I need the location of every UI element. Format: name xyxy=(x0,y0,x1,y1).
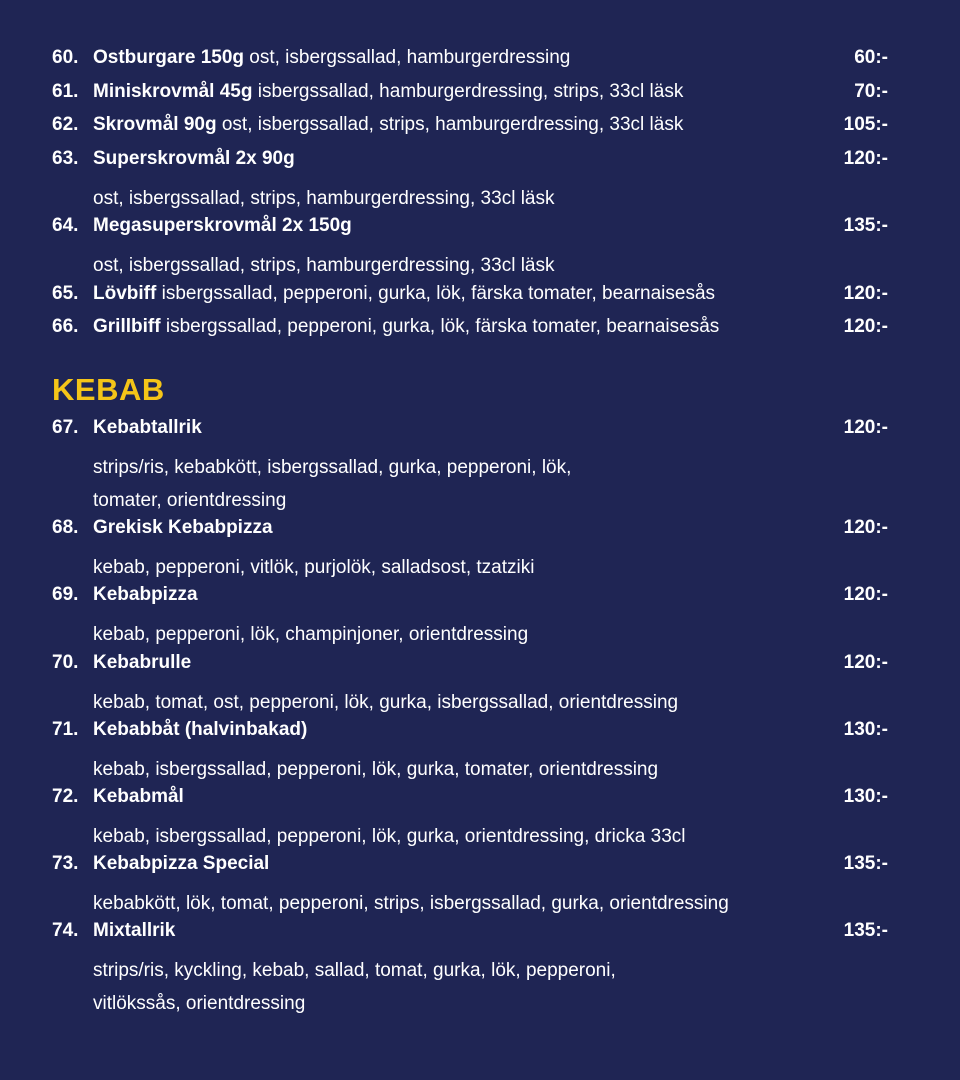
menu-item-header xyxy=(52,517,888,539)
item-number: 62. xyxy=(52,114,79,135)
menu-item-header xyxy=(52,47,888,69)
item-number: 60. xyxy=(52,47,79,68)
menu-item xyxy=(52,114,888,136)
menu-item-header xyxy=(52,114,888,136)
item-name: Kebabrulle xyxy=(93,652,192,673)
item-price: 120:- xyxy=(843,652,888,673)
menu-item xyxy=(52,215,888,282)
item-price: 105:- xyxy=(843,114,888,135)
item-description xyxy=(52,618,888,651)
item-name: Kebabtallrik xyxy=(93,417,202,438)
menu-item xyxy=(52,584,888,651)
menu-item xyxy=(52,47,888,69)
item-description-line: ost, isbergssallad, strips, hamburgerdressing, 33cl läsk xyxy=(93,255,555,276)
item-number: 61. xyxy=(52,81,79,102)
item-description-line: kebab, pepperoni, vitlök, purjolök, salladsost, tzatziki xyxy=(93,557,535,578)
menu-item xyxy=(52,920,888,1020)
item-number: 68. xyxy=(52,517,79,538)
item-name: Lövbiff xyxy=(93,283,157,304)
item-description-line: kebab, isbergssallad, pepperoni, lök, gurka, orientdressing, dricka 33cl xyxy=(93,826,686,847)
item-description-line: tomater, orientdressing xyxy=(93,490,287,511)
item-ingredients: isbergssallad, hamburgerdressing, strips, 33cl läsk xyxy=(257,81,684,102)
item-number: 72. xyxy=(52,786,79,807)
menu-item xyxy=(52,283,888,305)
item-ingredients: isbergssallad, pepperoni, gurka, lök, färska tomater, bearnaisesås xyxy=(165,316,720,337)
item-price: 120:- xyxy=(843,316,888,337)
menu-item-header xyxy=(52,719,888,741)
item-price: 130:- xyxy=(843,719,888,740)
item-number: 63. xyxy=(52,148,79,169)
item-description xyxy=(52,249,888,282)
item-price: 135:- xyxy=(843,920,888,941)
item-name: Kebabbåt (halvinbakad) xyxy=(93,719,308,740)
item-name: Kebabpizza Special xyxy=(93,853,270,874)
menu-item xyxy=(52,148,888,215)
item-description-line: kebab, isbergssallad, pepperoni, lök, gurka, tomater, orientdressing xyxy=(93,759,659,780)
menu-item-header xyxy=(52,584,888,606)
menu-item xyxy=(52,786,888,853)
menu-item xyxy=(52,81,888,103)
item-name: Kebabmål xyxy=(93,786,184,807)
item-description xyxy=(52,686,888,719)
item-name: Superskrovmål 2x 90g xyxy=(93,148,295,169)
item-description-line: kebabkött, lök, tomat, pepperoni, strips, isbergssallad, gurka, orientdressing xyxy=(93,893,729,914)
item-description-line: kebab, tomat, ost, pepperoni, lök, gurka, isbergssallad, orientdressing xyxy=(93,692,679,713)
menu-item-header xyxy=(52,652,888,674)
item-number: 70. xyxy=(52,652,79,673)
menu-item-header xyxy=(52,283,888,305)
item-number: 69. xyxy=(52,584,79,605)
item-number: 64. xyxy=(52,215,79,236)
item-price: 60:- xyxy=(854,47,888,68)
item-description xyxy=(52,753,888,786)
menu-item xyxy=(52,316,888,338)
menu-item-header xyxy=(52,786,888,808)
item-price: 120:- xyxy=(843,417,888,438)
item-price: 135:- xyxy=(843,853,888,874)
menu-item xyxy=(52,652,888,719)
item-number: 73. xyxy=(52,853,79,874)
item-number: 71. xyxy=(52,719,79,740)
menu-item-header xyxy=(52,81,888,103)
item-name: Mixtallrik xyxy=(93,920,176,941)
menu-item xyxy=(52,719,888,786)
item-name: Megasuperskrovmål 2x 150g xyxy=(93,215,352,236)
menu-item-header xyxy=(52,920,888,942)
item-price: 130:- xyxy=(843,786,888,807)
item-description xyxy=(52,887,888,920)
item-description-line: strips/ris, kebabkött, isbergssallad, gurka, pepperoni, lök, xyxy=(93,457,572,478)
menu-item-header xyxy=(52,148,888,170)
item-name: Ostburgare 150g xyxy=(93,47,244,68)
item-ingredients: ost, isbergssallad, hamburgerdressing xyxy=(249,47,571,68)
item-description-line: kebab, pepperoni, lök, champinjoner, orientdressing xyxy=(93,624,529,645)
item-description-line: strips/ris, kyckling, kebab, sallad, tomat, gurka, lök, pepperoni, xyxy=(93,960,616,981)
item-description xyxy=(52,451,888,517)
item-description xyxy=(52,551,888,584)
item-number: 74. xyxy=(52,920,79,941)
item-ingredients: isbergssallad, pepperoni, gurka, lök, färska tomater, bearnaisesås xyxy=(161,283,716,304)
item-number: 67. xyxy=(52,417,79,438)
menu-item xyxy=(52,853,888,920)
item-description-line: ost, isbergssallad, strips, hamburgerdressing, 33cl läsk xyxy=(93,188,555,209)
item-number: 65. xyxy=(52,283,79,304)
menu-item-header xyxy=(52,417,888,439)
section-title-kebab: KEBAB xyxy=(52,372,165,407)
item-name: Miniskrovmål 45g xyxy=(93,81,253,102)
item-name: Grekisk Kebabpizza xyxy=(93,517,273,538)
menu-item xyxy=(52,517,888,584)
item-name: Grillbiff xyxy=(93,316,161,337)
menu-item-header xyxy=(52,215,888,237)
menu-item xyxy=(52,417,888,517)
item-description xyxy=(52,182,888,215)
menu-item-header xyxy=(52,853,888,875)
item-number: 66. xyxy=(52,316,79,337)
item-price: 135:- xyxy=(843,215,888,236)
item-price: 70:- xyxy=(854,81,888,102)
item-description xyxy=(52,820,888,853)
item-price: 120:- xyxy=(843,283,888,304)
item-price: 120:- xyxy=(843,517,888,538)
menu-item-header xyxy=(52,316,888,338)
item-name: Skrovmål 90g xyxy=(93,114,217,135)
item-price: 120:- xyxy=(843,148,888,169)
item-description-line: vitlökssås, orientdressing xyxy=(93,993,306,1014)
item-price: 120:- xyxy=(843,584,888,605)
item-ingredients: ost, isbergssallad, strips, hamburgerdressing, 33cl läsk xyxy=(221,114,684,135)
item-description xyxy=(52,954,888,1020)
item-name: Kebabpizza xyxy=(93,584,198,605)
